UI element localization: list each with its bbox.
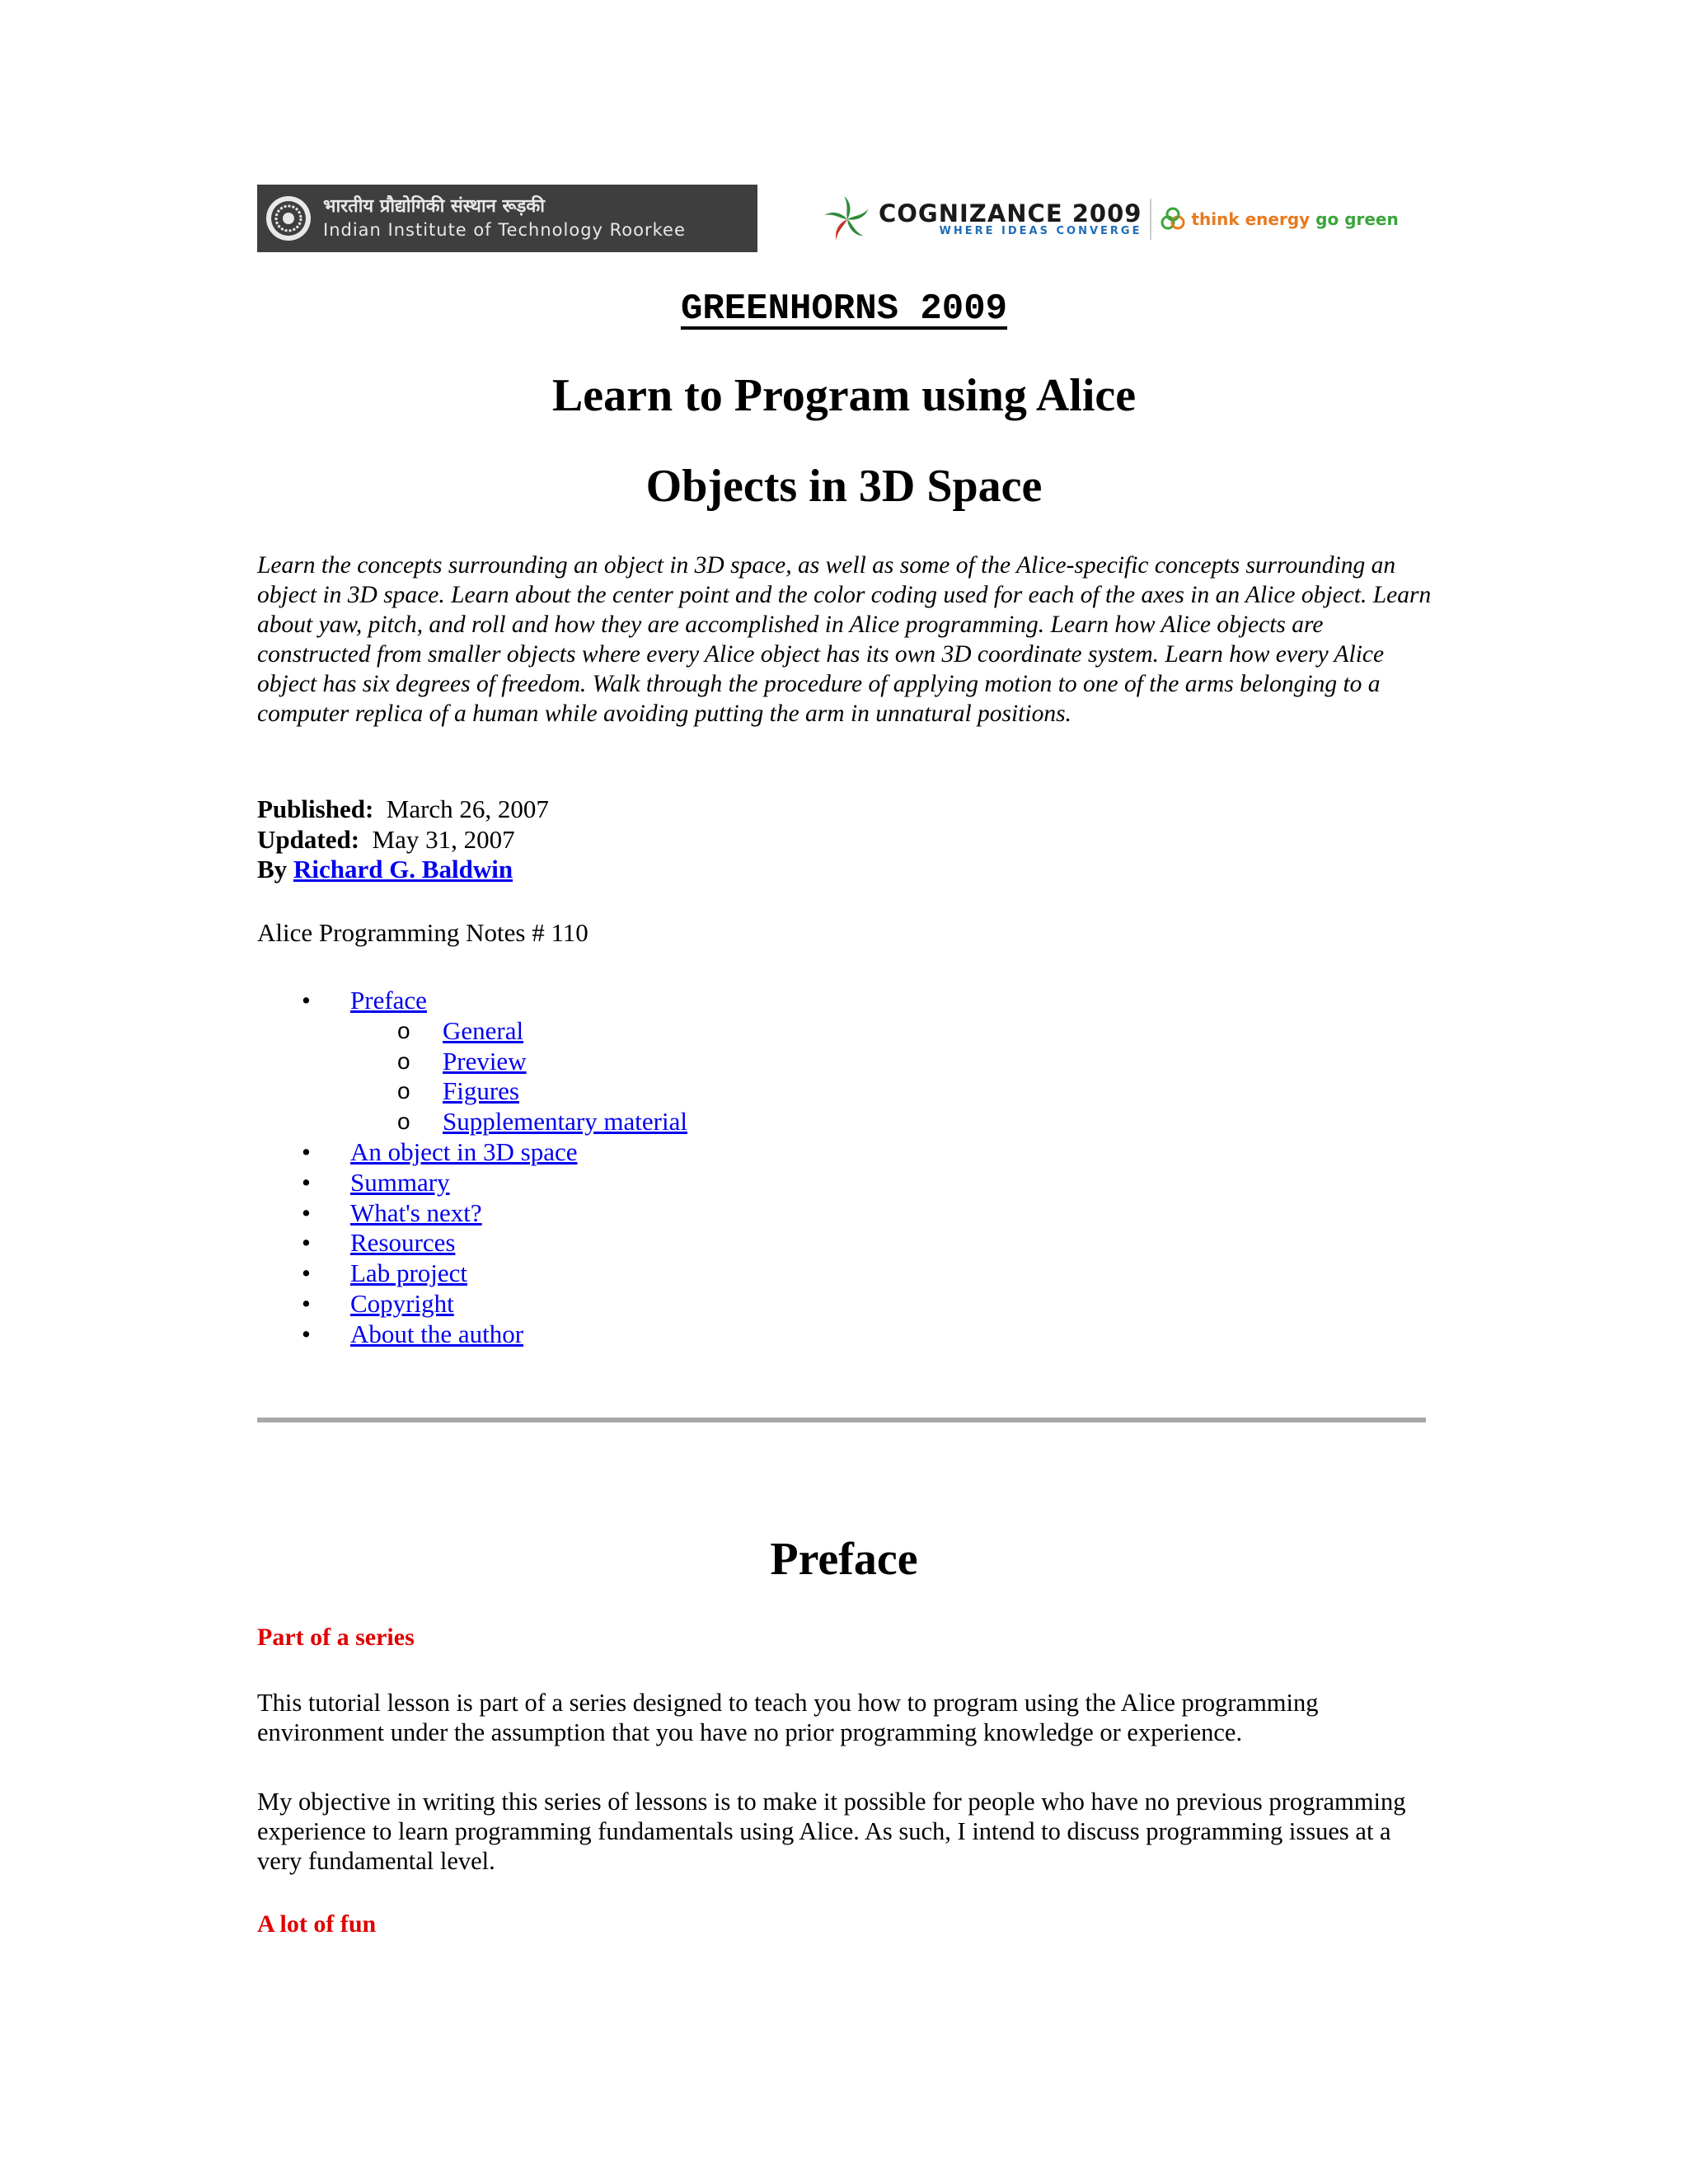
preface-heading: Preface	[770, 1534, 918, 1585]
cognizance-logo-banner	[821, 190, 1414, 249]
toc-link-summary[interactable]: Summary	[350, 1167, 450, 1197]
horizontal-rule	[257, 1418, 1426, 1422]
bullet-icon: •	[302, 1258, 311, 1288]
bullet-icon: •	[302, 1197, 311, 1227]
iitr-name-english: Indian Institute of Technology Roorkee	[323, 220, 686, 240]
toc-link-figures[interactable]: Figures	[443, 1076, 519, 1106]
sub-bullet-icon: o	[397, 1108, 410, 1135]
author-link[interactable]: Richard G. Baldwin	[293, 855, 513, 883]
toc-link-resources[interactable]: Resources	[350, 1228, 456, 1258]
document-title: Learn to Program using Alice	[551, 370, 1137, 421]
bullet-icon: •	[302, 986, 311, 1015]
abstract: Learn the concepts surrounding an object in 3D space, as well as some of the Alice-specific concepts surrounding an object in 3D space. Learn about the center point and the color coding used for each of the axes in an Alice object. Learn about yaw, pitch, and roll and how they are accomplished in Alice programming. Learn how Alice objects are constructed from smaller objects where every Alice object has its own 3D coordinate system. Learn how every Alice object has six degrees of freedom. Walk through the procedure of applying motion to one of the arms belonging to a computer replica of a human while avoiding putting the arm in unnatural positions.	[257, 552, 1432, 727]
updated-label: Updated:	[257, 824, 360, 854]
recycle-rings-icon	[1160, 206, 1186, 232]
published-label: Published:	[257, 794, 374, 823]
bullet-icon: •	[302, 1319, 311, 1348]
bullet-icon: •	[302, 1137, 311, 1166]
toc-link-about-the-author[interactable]: About the author	[350, 1319, 524, 1348]
section-subheading-lot-of-fun: A lot of fun	[257, 1910, 377, 1938]
toc-link-whats-next[interactable]: What's next?	[350, 1197, 482, 1227]
cognizance-tagline: WHERE IDEAS CONVERGE	[939, 225, 1142, 237]
bullet-icon: •	[302, 1288, 311, 1318]
bullet-icon: •	[302, 1167, 311, 1197]
toc-link-preface[interactable]: Preface	[350, 986, 427, 1015]
published-date: March 26, 2007	[386, 794, 549, 823]
by-label: By	[257, 855, 288, 883]
preface-paragraph-2: My objective in writing this series of lessons is to make it possible for people who have no previous programming experience to learn programming fundamentals using Alice. As such, I intend to discuss programming issues at a very fundamental level.	[257, 1788, 1406, 1875]
pinwheel-logo-icon	[821, 193, 874, 246]
toc-link-lab-project[interactable]: Lab project	[350, 1258, 468, 1288]
preface-paragraph-1: This tutorial lesson is part of a series designed to teach you how to program using the Alice programming environment under the assumption that you have no prior programming knowledge or experience.	[257, 1689, 1319, 1746]
toc-link-general[interactable]: General	[443, 1015, 524, 1045]
logo-separator	[1150, 199, 1151, 240]
iitr-logo-banner	[257, 185, 757, 252]
toc-link-preview[interactable]: Preview	[443, 1046, 527, 1076]
sub-bullet-icon: o	[397, 1078, 410, 1104]
toc-link-copyright[interactable]: Copyright	[350, 1288, 454, 1318]
event-heading: GREENHORNS 2009	[680, 288, 1008, 330]
toc-link-supplementary-material[interactable]: Supplementary material	[443, 1107, 687, 1137]
updated-date: May 31, 2007	[372, 824, 515, 854]
sub-bullet-icon: o	[397, 1017, 410, 1043]
institute-seal-icon	[264, 194, 313, 243]
toc-link-object-in-3d-space[interactable]: An object in 3D space	[350, 1137, 578, 1166]
green-slogan-go: go green	[1315, 209, 1399, 229]
series-notes-number: Alice Programming Notes # 110	[257, 918, 588, 947]
sub-bullet-icon: o	[397, 1047, 410, 1074]
bullet-icon: •	[302, 1228, 311, 1258]
document-subtitle: Objects in 3D Space	[645, 461, 1043, 512]
green-slogan	[1191, 209, 1398, 229]
green-slogan-think: think energy	[1191, 209, 1311, 229]
iitr-name-hindi: भारतीय प्रौद्योगिकी संस्थान रूड़की	[323, 196, 546, 217]
section-subheading-part-of-series: Part of a series	[257, 1624, 415, 1651]
cognizance-title: COGNIZANCE 2009	[879, 199, 1142, 227]
publication-meta	[257, 794, 549, 885]
